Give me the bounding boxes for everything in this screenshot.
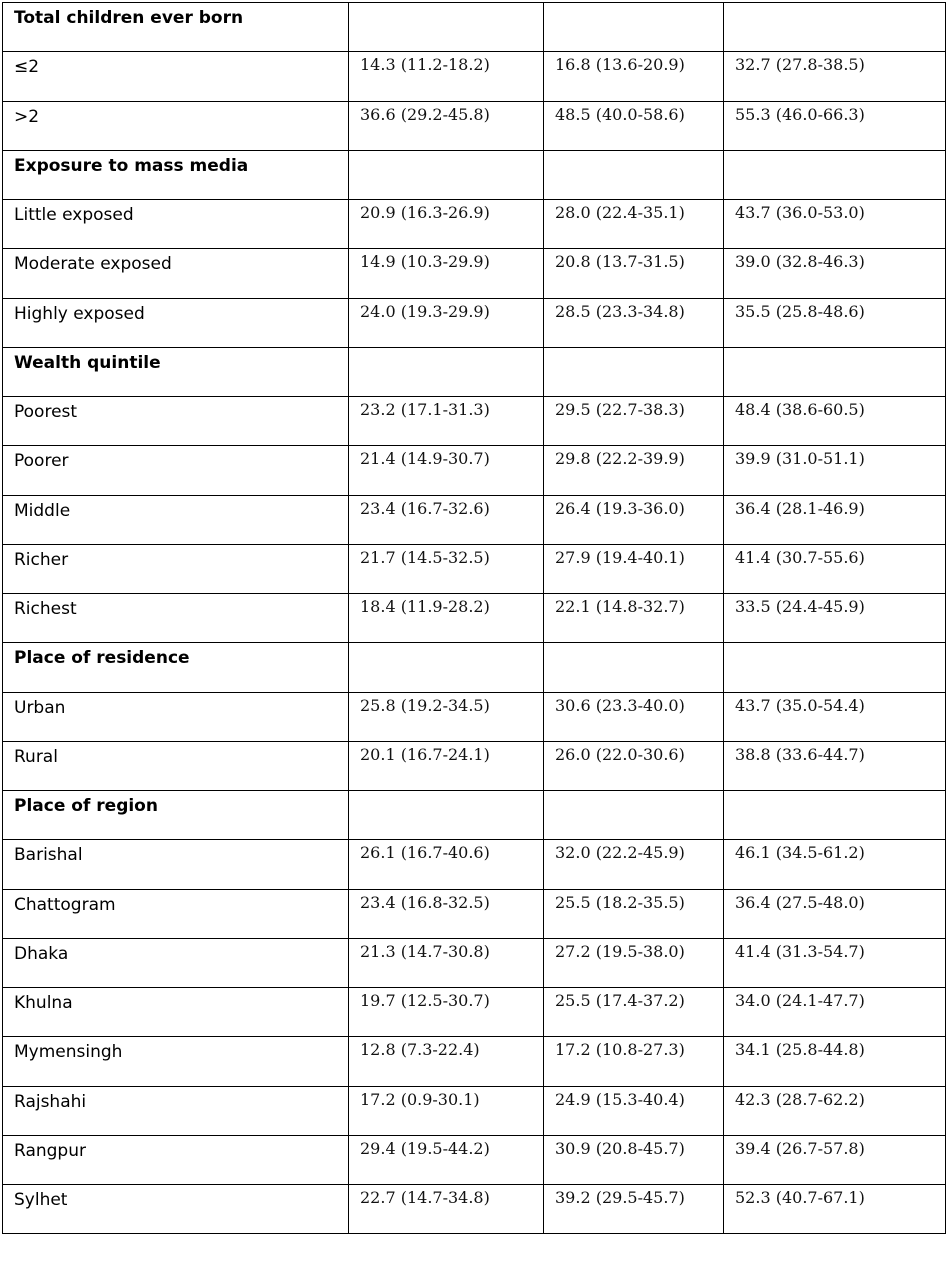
value-cell: 48.4 (38.6-60.5) — [724, 397, 946, 446]
table-row — [3, 889, 946, 938]
value-cell: 35.5 (25.8-48.6) — [724, 298, 946, 347]
value-cell: 32.0 (22.2-45.9) — [544, 840, 724, 889]
value-cell — [349, 150, 544, 199]
value-cell: 14.3 (11.2-18.2) — [349, 52, 544, 101]
value-cell: 23.2 (17.1-31.3) — [349, 397, 544, 446]
section-header-row — [3, 643, 946, 692]
value-cell: 20.8 (13.7-31.5) — [544, 249, 724, 298]
value-cell: 26.1 (16.7-40.6) — [349, 840, 544, 889]
table-row — [3, 594, 946, 643]
value-cell: 20.9 (16.3-26.9) — [349, 200, 544, 249]
row-label: Khulna — [3, 988, 349, 1037]
value-cell: 34.0 (24.1-47.7) — [724, 988, 946, 1037]
value-cell — [724, 150, 946, 199]
value-cell: 23.4 (16.8-32.5) — [349, 889, 544, 938]
value-cell: 30.6 (23.3-40.0) — [544, 692, 724, 741]
row-label: Chattogram — [3, 889, 349, 938]
value-cell — [724, 791, 946, 840]
row-label: ≤2 — [3, 52, 349, 101]
value-cell: 21.7 (14.5-32.5) — [349, 544, 544, 593]
row-label: Poorest — [3, 397, 349, 446]
section-header-label: Wealth quintile — [3, 347, 349, 396]
row-label: Mymensingh — [3, 1037, 349, 1086]
value-cell: 46.1 (34.5-61.2) — [724, 840, 946, 889]
table-row — [3, 741, 946, 790]
value-cell: 41.4 (31.3-54.7) — [724, 938, 946, 987]
section-header-label: Exposure to mass media — [3, 150, 349, 199]
value-cell — [544, 347, 724, 396]
section-header-label: Place of region — [3, 791, 349, 840]
value-cell: 29.4 (19.5-44.2) — [349, 1135, 544, 1184]
value-cell: 17.2 (0.9-30.1) — [349, 1086, 544, 1135]
table-row — [3, 495, 946, 544]
value-cell: 22.1 (14.8-32.7) — [544, 594, 724, 643]
row-label: Rajshahi — [3, 1086, 349, 1135]
row-label: Poorer — [3, 446, 349, 495]
row-label: Richer — [3, 544, 349, 593]
value-cell: 24.9 (15.3-40.4) — [544, 1086, 724, 1135]
value-cell: 34.1 (25.8-44.8) — [724, 1037, 946, 1086]
value-cell: 12.8 (7.3-22.4) — [349, 1037, 544, 1086]
row-label: Moderate exposed — [3, 249, 349, 298]
table-row — [3, 298, 946, 347]
table-body — [3, 3, 946, 1234]
table-row — [3, 200, 946, 249]
row-label: Highly exposed — [3, 298, 349, 347]
value-cell — [544, 643, 724, 692]
value-cell: 22.7 (14.7-34.8) — [349, 1185, 544, 1234]
value-cell: 25.5 (17.4-37.2) — [544, 988, 724, 1037]
value-cell: 43.7 (36.0-53.0) — [724, 200, 946, 249]
value-cell: 28.0 (22.4-35.1) — [544, 200, 724, 249]
value-cell: 38.8 (33.6-44.7) — [724, 741, 946, 790]
value-cell: 39.2 (29.5-45.7) — [544, 1185, 724, 1234]
section-header-row — [3, 347, 946, 396]
value-cell — [724, 643, 946, 692]
value-cell — [544, 3, 724, 52]
table-row — [3, 938, 946, 987]
table-row — [3, 692, 946, 741]
table-row — [3, 397, 946, 446]
row-label: Middle — [3, 495, 349, 544]
row-label: Barishal — [3, 840, 349, 889]
value-cell: 17.2 (10.8-27.3) — [544, 1037, 724, 1086]
value-cell: 36.6 (29.2-45.8) — [349, 101, 544, 150]
row-label: Rangpur — [3, 1135, 349, 1184]
value-cell: 33.5 (24.4-45.9) — [724, 594, 946, 643]
section-header-row — [3, 3, 946, 52]
table-row — [3, 1185, 946, 1234]
value-cell: 24.0 (19.3-29.9) — [349, 298, 544, 347]
value-cell: 25.5 (18.2-35.5) — [544, 889, 724, 938]
value-cell: 26.0 (22.0-30.6) — [544, 741, 724, 790]
value-cell: 39.0 (32.8-46.3) — [724, 249, 946, 298]
row-label: Sylhet — [3, 1185, 349, 1234]
table-row — [3, 446, 946, 495]
section-header-label: Place of residence — [3, 643, 349, 692]
value-cell — [349, 347, 544, 396]
value-cell: 21.4 (14.9-30.7) — [349, 446, 544, 495]
table-row — [3, 840, 946, 889]
row-label: Little exposed — [3, 200, 349, 249]
value-cell — [349, 791, 544, 840]
table-row — [3, 1086, 946, 1135]
value-cell: 21.3 (14.7-30.8) — [349, 938, 544, 987]
table-row — [3, 988, 946, 1037]
value-cell: 19.7 (12.5-30.7) — [349, 988, 544, 1037]
value-cell — [544, 150, 724, 199]
value-cell: 32.7 (27.8-38.5) — [724, 52, 946, 101]
value-cell: 23.4 (16.7-32.6) — [349, 495, 544, 544]
value-cell: 55.3 (46.0-66.3) — [724, 101, 946, 150]
table-row — [3, 249, 946, 298]
value-cell — [544, 791, 724, 840]
section-header-label: Total children ever born — [3, 3, 349, 52]
value-cell: 26.4 (19.3-36.0) — [544, 495, 724, 544]
value-cell: 25.8 (19.2-34.5) — [349, 692, 544, 741]
row-label: Richest — [3, 594, 349, 643]
section-header-row — [3, 791, 946, 840]
value-cell: 18.4 (11.9-28.2) — [349, 594, 544, 643]
value-cell: 43.7 (35.0-54.4) — [724, 692, 946, 741]
value-cell: 16.8 (13.6-20.9) — [544, 52, 724, 101]
table-row — [3, 1037, 946, 1086]
row-label: >2 — [3, 101, 349, 150]
table-row — [3, 1135, 946, 1184]
data-table — [2, 2, 946, 1234]
value-cell: 36.4 (27.5-48.0) — [724, 889, 946, 938]
value-cell: 29.5 (22.7-38.3) — [544, 397, 724, 446]
table-row — [3, 544, 946, 593]
value-cell: 29.8 (22.2-39.9) — [544, 446, 724, 495]
value-cell: 41.4 (30.7-55.6) — [724, 544, 946, 593]
value-cell: 39.9 (31.0-51.1) — [724, 446, 946, 495]
value-cell — [724, 347, 946, 396]
value-cell: 14.9 (10.3-29.9) — [349, 249, 544, 298]
value-cell: 28.5 (23.3-34.8) — [544, 298, 724, 347]
value-cell: 42.3 (28.7-62.2) — [724, 1086, 946, 1135]
value-cell: 36.4 (28.1-46.9) — [724, 495, 946, 544]
value-cell: 27.9 (19.4-40.1) — [544, 544, 724, 593]
section-header-row — [3, 150, 946, 199]
table-row — [3, 52, 946, 101]
row-label: Urban — [3, 692, 349, 741]
value-cell: 48.5 (40.0-58.6) — [544, 101, 724, 150]
value-cell: 30.9 (20.8-45.7) — [544, 1135, 724, 1184]
value-cell: 52.3 (40.7-67.1) — [724, 1185, 946, 1234]
value-cell: 27.2 (19.5-38.0) — [544, 938, 724, 987]
value-cell — [349, 3, 544, 52]
row-label: Dhaka — [3, 938, 349, 987]
value-cell: 20.1 (16.7-24.1) — [349, 741, 544, 790]
value-cell — [724, 3, 946, 52]
value-cell: 39.4 (26.7-57.8) — [724, 1135, 946, 1184]
value-cell — [349, 643, 544, 692]
row-label: Rural — [3, 741, 349, 790]
table-row — [3, 101, 946, 150]
